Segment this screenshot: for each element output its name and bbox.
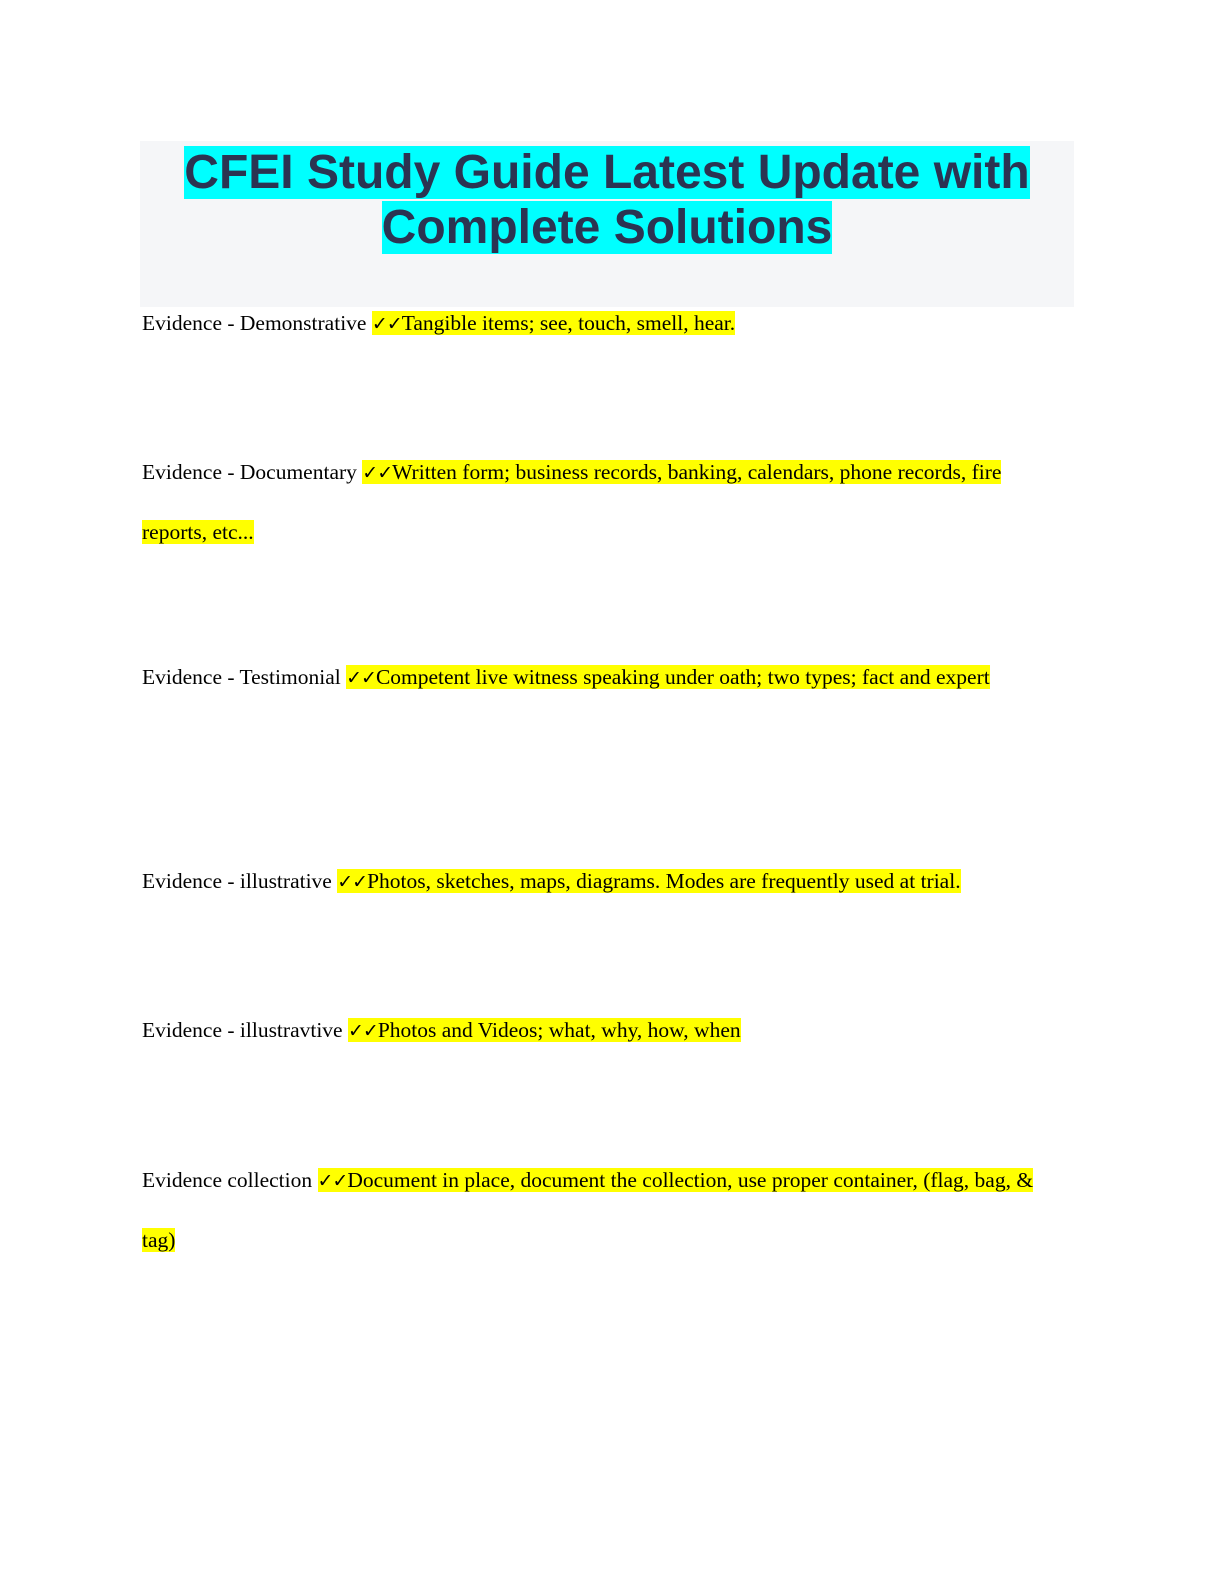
entry-answer: Competent live witness speaking under oath; two types; fact and expert: [375, 665, 990, 689]
entry-demonstrative: [142, 294, 1067, 354]
entry-term: Evidence - Demonstrative: [142, 311, 367, 335]
title-line-1: CFEI Study Guide Latest Update with: [184, 146, 1030, 199]
check-marks-icon: ✓✓: [371, 313, 402, 335]
entry-answer-highlight: [372, 311, 735, 335]
entry-answer: Document in place, document the collection, use proper container, (flag, bag, & tag): [142, 1168, 1034, 1252]
entry-answer-highlight: [346, 665, 990, 689]
check-marks-icon: ✓✓: [346, 667, 376, 689]
entry-answer: Tangible items; see, touch, smell, hear.: [401, 311, 736, 335]
entry-testimonial: [142, 648, 1067, 708]
entry-term: Evidence - Documentary: [142, 460, 357, 484]
entry-term: Evidence - illustrative: [142, 869, 332, 893]
entry-answer-highlight: [337, 869, 960, 893]
entry-answer: Written form; business records, banking, calendars, phone records, fire reports, etc...: [142, 460, 1002, 544]
entry-evidence-collection: [142, 1151, 1067, 1270]
entry-answer: Photos and Videos; what, why, how, when: [377, 1018, 741, 1042]
check-marks-icon: ✓✓: [337, 871, 368, 893]
check-marks-icon: ✓✓: [317, 1170, 348, 1192]
entry-term: Evidence collection: [142, 1168, 313, 1192]
check-marks-icon: ✓✓: [347, 1020, 378, 1042]
entry-illustravtive: [142, 1001, 1067, 1061]
entry-answer: Photos, sketches, maps, diagrams. Modes are frequently used at trial.: [367, 869, 961, 893]
entry-term: Evidence - illustravtive: [142, 1018, 343, 1042]
entry-term: Evidence - Testimonial: [142, 665, 341, 689]
entry-illustrative: [142, 852, 1067, 912]
title-line-2: Complete Solutions: [381, 201, 833, 254]
check-marks-icon: ✓✓: [362, 462, 393, 484]
entry-documentary: [142, 443, 1067, 562]
entry-answer-highlight: [348, 1018, 741, 1042]
title-block: [140, 141, 1074, 307]
document-title: [140, 145, 1074, 255]
